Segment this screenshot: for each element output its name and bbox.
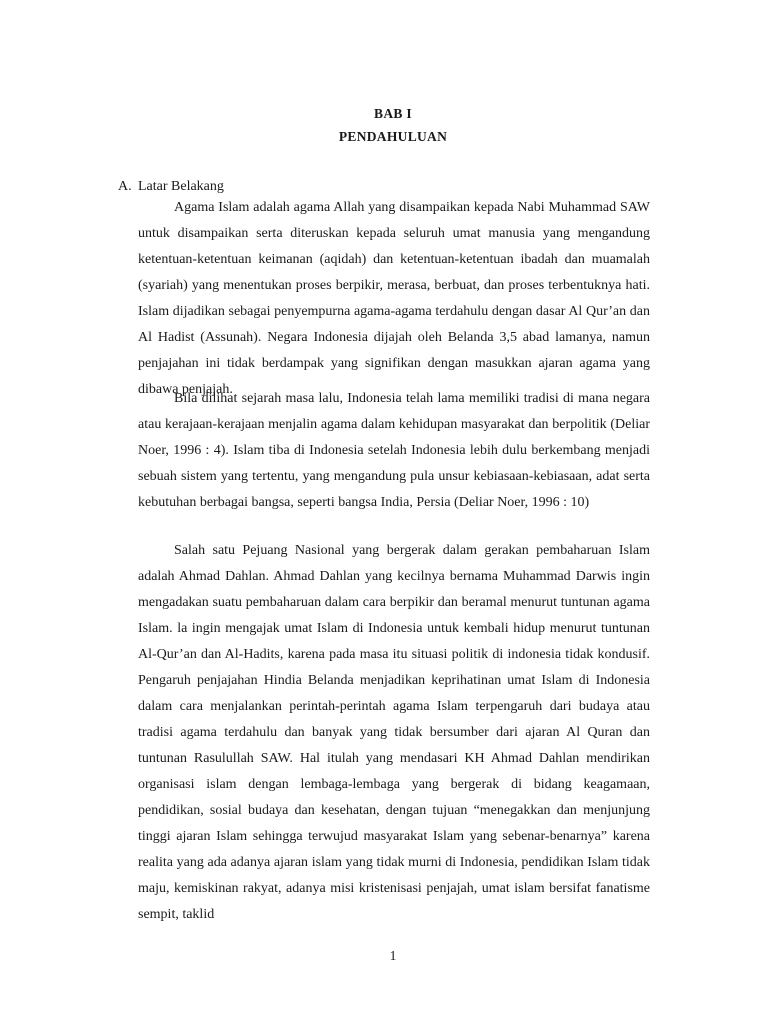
chapter-title: PENDAHULUAN [338,129,448,144]
paragraph: Salah satu Pejuang Nasional yang bergerak dalam gerakan pembaharuan Islam adalah Ahmad Dahlan. Ahmad Dahlan yang kecilnya bernama Muhammad Darwis ingin mengadakan suatu pembaharuan dalam cara berpikir dan beramal menurut tuntunan agama Islam. la ingin mengajak umat Islam di Indonesia untuk kembali hidup menurut tuntunan Al-Qur’an dan Al-Hadits, karena pada masa itu situasi politik di indonesia tidak kondusif. Pengaruh penjajahan Hindia Belanda menjadikan keprihatinan umat Islam di Indonesia dalam cara menjalankan perintah-perintah agama Islam terpengaruh dari budaya atau tradisi agama terdahulu dan banyak yang tidak bersumber dari ajaran Al Quran dan tuntunan Rasulullah SAW. Hal itulah yang mendasari KH Ahmad Dahlan mendirikan organisasi islam dengan lembaga-lembaga yang bergerak di bidang keagamaan, pendidikan, sosial budaya dan kesehatan, dengan tujuan “menegakkan dan menjunjung tinggi ajaran Islam sehingga terwujud masyarakat Islam yang sebenar-benarnya” karena realita yang ada adanya ajaran islam yang tidak murni di Indonesia, pendidikan Islam tidak maju, kemiskinan rakyat, adanya misi kristenisasi penjajah, umat islam bersifat fanatisme sempit, taklid [138,543,650,922]
paragraph: Agama Islam adalah agama Allah yang disampaikan kepada Nabi Muhammad SAW untuk disampaikan serta diteruskan kepada seluruh umat manusia yang mengandung ketentuan-ketentuan keimanan (aqidah) dan ketentuan-ketentuan ibadah dan muamalah (syariah) yang menentukan proses berpikir, merasa, berbuat, dan proses terbentuknya hati. Islam dijadikan sebagai penyempurna agama-agama terdahulu dengan dasar Al Qur’an dan Al Hadist (Assunah). Negara Indonesia dijajah oleh Belanda 3,5 abad lamanya, namun penjajahan ini tidak berdampak yang signifikan dengan masukkan ajaran agama yang dibawa penjajah. [138,200,650,397]
chapter-number: BAB I [374,106,412,121]
paragraph-3-block [138,538,650,928]
page-number: 1 [389,948,397,963]
section-heading [118,177,224,196]
section-title: Latar Belakang [138,179,224,194]
paragraph-2-block [138,386,650,516]
paragraph-1-block [138,195,650,403]
paragraph: Bila dilihat sejarah masa lalu, Indonesia telah lama memiliki tradisi di mana negara atau kerajaan-kerajaan menjalin agama dalam kehidupan masyarakat dan berpolitik (Deliar Noer, 1996 : 4). Islam tiba di Indonesia setelah Indonesia lebih dulu berkembang menjadi sebuah sistem yang tertentu, yang mengandung pula unsur kebiasaan-kebiasaan, adat serta kebutuhan berbagai bangsa, seperti bangsa India, Persia (Deliar Noer, 1996 : 10) [138,391,650,510]
section-letter: A. [118,179,132,194]
